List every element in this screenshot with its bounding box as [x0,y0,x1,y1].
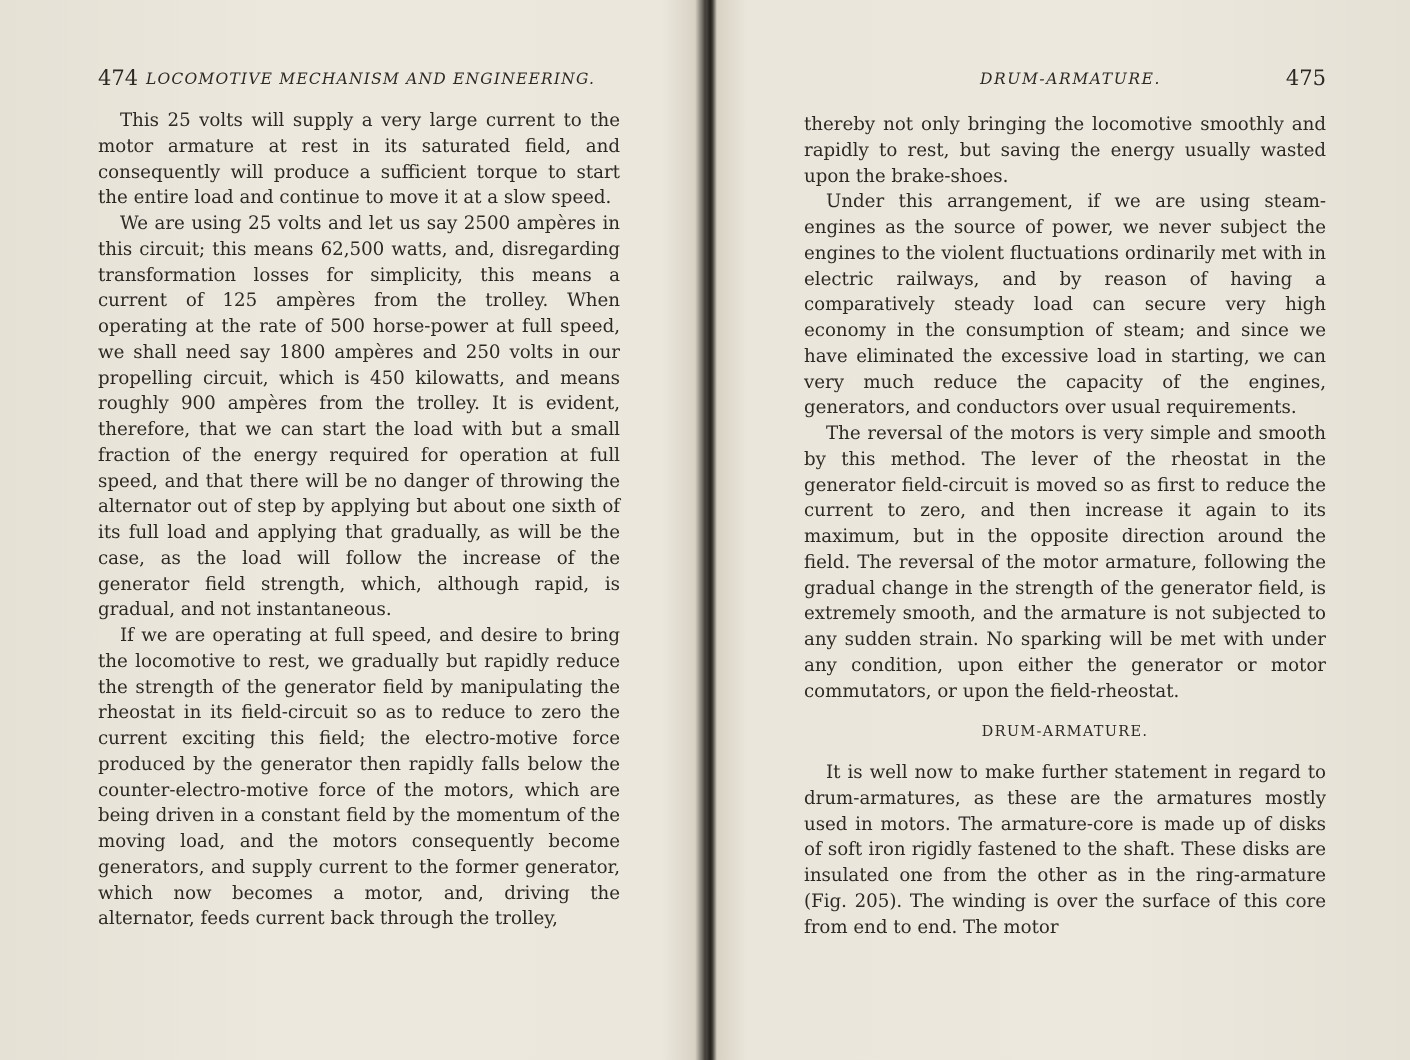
right-paragraph-2: The reversal of the motors is very simple and smooth by this method. The lever of the rheostat in the generator field-circuit is moved so as first to reduce the current to zero, and then increase it again to its maximum, but in the opposite direction around the field. The reversal of the motor armature, following the gradual change in the strength of the generator field, is extremely smooth, and the armature is not subjected to any sudden strain. No sparking will be met with under any condition, upon either the generator or motor commutators, or upon the field-rheostat. [804,423,1326,702]
left-paragraph-3: If we are operating at full speed, and desire to bring the locomotive to rest, we gradually but rapidly reduce the strength of the generator field by manipulating the rheostat in its field-circuit so as to reduce to zero the current exciting this field; the electro-motive force produced by the generator then rapidly falls below the counter-electro-motive force of the motors, which are being driven in a constant field by the momentum of the moving load, and the motors consequently become generators, and supply current to the former generator, which now becomes a motor, and, driving the alternator, feeds current back through the trolley, [98,625,620,930]
left-body-text [98,108,620,932]
left-paragraph-2: We are using 25 volts and let us say 2500 ampères in this circuit; this means 62,500 watts, and, disregarding transformation losses for simplicity, this means a current of 125 ampères from the trolley. When operating at the rate of 500 horse-power at full speed, we shall need say 1800 ampères and 250 volts in our propelling circuit, which is 450 kilowatts, and means roughly 900 ampères from the trolley. It is evident, therefore, that we can start the load with but a small fraction of the energy required for operation at full speed, and that there will be no danger of throwing the alternator out of step by applying but about one sixth of its full load and applying that gradually, as will be the case, as the load will follow the increase of the generator field strength, which, although rapid, is gradual, and not instantaneous. [98,213,620,621]
right-running-title: DRUM-ARMATURE. [980,70,1162,88]
left-running-head [98,66,620,96]
right-paragraph-1: Under this arrangement, if we are using steam-engines as the source of power, we never subject the engines to the violent fluctuations ordinarily met with in electric railways, and by reason of having a comparatively steady load can secure very high economy in the consumption of steam; and since we have eliminated the excessive load in starting, we can very much reduce the capacity of the engines, generators, and conductors over usual requirements. [804,191,1326,419]
right-paragraph-continued: thereby not only bringing the locomotive smoothly and rapidly to rest, but saving the energy usually wasted upon the brake-shoes. [804,114,1326,187]
right-page-number: 475 [1285,66,1326,90]
book-gutter [703,0,717,1060]
left-page-number: 474 [98,66,139,90]
section-paragraph: It is well now to make further statement in regard to drum-armatures, as these are the armatures mostly used in motors. The armature-core is made up of disks of soft iron rigidly fastened to the shaft. These disks are insulated one from the other as in the ring-armature (Fig. 205). The winding is over the surface of this core from end to end. The motor [804,762,1326,938]
section-heading: DRUM-ARMATURE. [981,724,1149,741]
left-running-title: LOCOMOTIVE MECHANISM AND ENGINEERING. [146,70,596,88]
right-running-head [804,66,1326,96]
right-body-text [804,112,1326,940]
left-paragraph-1: This 25 volts will supply a very large current to the motor armature at rest in its saturated field, and consequently will produce a sufficient torque to start the entire load and continue to move it at a slow speed. [98,110,620,209]
